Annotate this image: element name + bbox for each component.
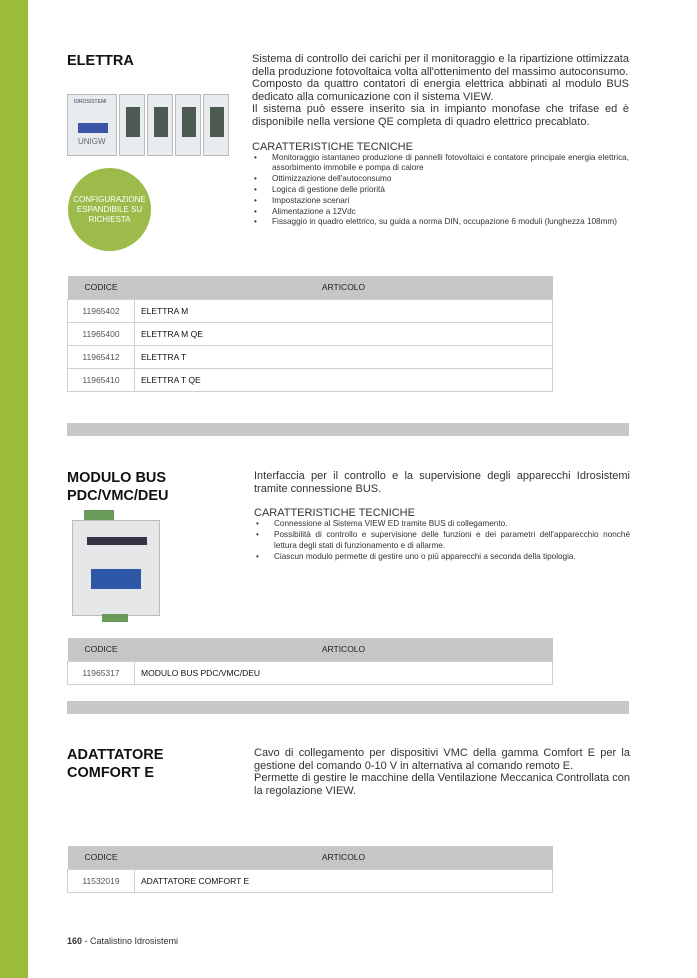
code-cell: 11532019 bbox=[68, 869, 135, 892]
paragraph: Il sistema può essere inserito sia in impianto monofase che trifase ed è disponibile nella versione QE completa di quadro elettrico precablato. bbox=[252, 103, 629, 128]
catalog-name: - Catalistino Idrosistemi bbox=[82, 936, 179, 946]
adattatore-product-table bbox=[67, 846, 553, 893]
feature-item: • Connessione al Sistema VIEW ED tramite BUS di collegamento. bbox=[254, 519, 630, 530]
article-cell: MODULO BUS PDC/VMC/DEU bbox=[135, 661, 553, 684]
table-row bbox=[68, 661, 553, 684]
feature-item: • Alimentazione a 12Vdc bbox=[252, 207, 629, 218]
table-row bbox=[68, 368, 553, 391]
modulo-bus-description bbox=[254, 470, 630, 562]
modulo-bus-product-image bbox=[72, 510, 160, 622]
code-cell: 11965412 bbox=[68, 345, 135, 368]
article-cell: ADATTATORE COMFORT E bbox=[135, 869, 553, 892]
code-cell: 11965317 bbox=[68, 661, 135, 684]
table-row bbox=[68, 345, 553, 368]
table-row bbox=[68, 299, 553, 322]
paragraph: Permette di gestire le macchine della Ventilazione Meccanica Controllata con la regolazione VIEW. bbox=[254, 772, 630, 797]
code-cell: 11965410 bbox=[68, 368, 135, 391]
features-heading: CARATTERISTICHE TECNICHE bbox=[254, 507, 415, 520]
paragraph: Interfaccia per il controllo e la supervisione degli apparecchi Idrosistemi tramite connessione BUS. bbox=[254, 470, 630, 495]
modulo-bus-product-table bbox=[67, 638, 553, 685]
feature-item: • Ottimizzazione dell'autoconsumo bbox=[252, 174, 629, 185]
features-heading: CARATTERISTICHE TECNICHE bbox=[252, 140, 413, 153]
article-cell: ELETTRA M bbox=[135, 299, 553, 322]
page-footer bbox=[67, 936, 178, 946]
paragraph: Cavo di collegamento per dispositivi VMC della gamma Comfort E per la gestione del comando 0-10 V in alternativa al comando remoto E. bbox=[254, 747, 630, 772]
paragraph: Sistema di controllo dei carichi per il monitoraggio e la ripartizione ottimizzata della produzione fotovoltaica volta all'ottenimento del massimo autoconsumo. bbox=[252, 53, 629, 78]
section-title-elettra: ELETTRA bbox=[67, 53, 134, 69]
column-header-codice: CODICE bbox=[68, 638, 135, 661]
features-list bbox=[252, 153, 629, 229]
feature-item: • Monitoraggio istantaneo produzione di pannelli fotovoltaici e contatore principale energia elettrica, assorbimento immobile e pompa di calore bbox=[252, 153, 629, 175]
elettra-description bbox=[252, 53, 629, 228]
article-cell: ELETTRA M QE bbox=[135, 322, 553, 345]
feature-item: • Fissaggio in quadro elettrico, su guida a norma DIN, occupazione 6 moduli (lunghezza 108mm) bbox=[252, 217, 629, 228]
device-label: UNIGW bbox=[78, 137, 106, 146]
code-cell: 11965400 bbox=[68, 322, 135, 345]
column-header-codice: CODICE bbox=[68, 846, 135, 869]
table-row bbox=[68, 322, 553, 345]
article-cell: ELETTRA T QE bbox=[135, 368, 553, 391]
section-title-modulo-bus: MODULO BUS PDC/VMC/DEU bbox=[67, 470, 169, 504]
section-title-adattatore: ADATTATORE COMFORT E bbox=[67, 747, 164, 781]
code-cell: 11965402 bbox=[68, 299, 135, 322]
column-header-articolo: ARTICOLO bbox=[135, 276, 553, 299]
section-divider bbox=[67, 423, 629, 436]
column-header-articolo: ARTICOLO bbox=[135, 846, 553, 869]
feature-item: • Ciascun modulo permette di gestire uno o più apparecchi a seconda della tipologia. bbox=[254, 552, 630, 563]
table-row bbox=[68, 869, 553, 892]
features-list bbox=[254, 519, 630, 562]
expandable-config-badge: CONFIGURAZIONE ESPANDIBILE SU RICHIESTA bbox=[68, 168, 151, 251]
column-header-codice: CODICE bbox=[68, 276, 135, 299]
side-color-bar bbox=[0, 0, 28, 978]
section-divider bbox=[67, 701, 629, 714]
column-header-articolo: ARTICOLO bbox=[135, 638, 553, 661]
paragraph: Composto da quattro contatori di energia elettrica abbinati al modulo BUS dedicato alla comunicazione con il sistema VIEW. bbox=[252, 78, 629, 103]
feature-item: • Logica di gestione delle priorità bbox=[252, 185, 629, 196]
page-number: 160 bbox=[67, 936, 83, 946]
feature-item: • Impostazione scenari bbox=[252, 196, 629, 207]
feature-item: • Possibilità di controllo e supervisione delle funzioni e dei parametri dell'apparecchio nonché lettura degli stati di funzionamento e di allarme. bbox=[254, 530, 630, 552]
elettra-product-image: IDROSISTEMI UNIGW bbox=[67, 94, 239, 156]
article-cell: ELETTRA T bbox=[135, 345, 553, 368]
adattatore-description bbox=[254, 747, 630, 797]
elettra-product-table bbox=[67, 276, 553, 392]
